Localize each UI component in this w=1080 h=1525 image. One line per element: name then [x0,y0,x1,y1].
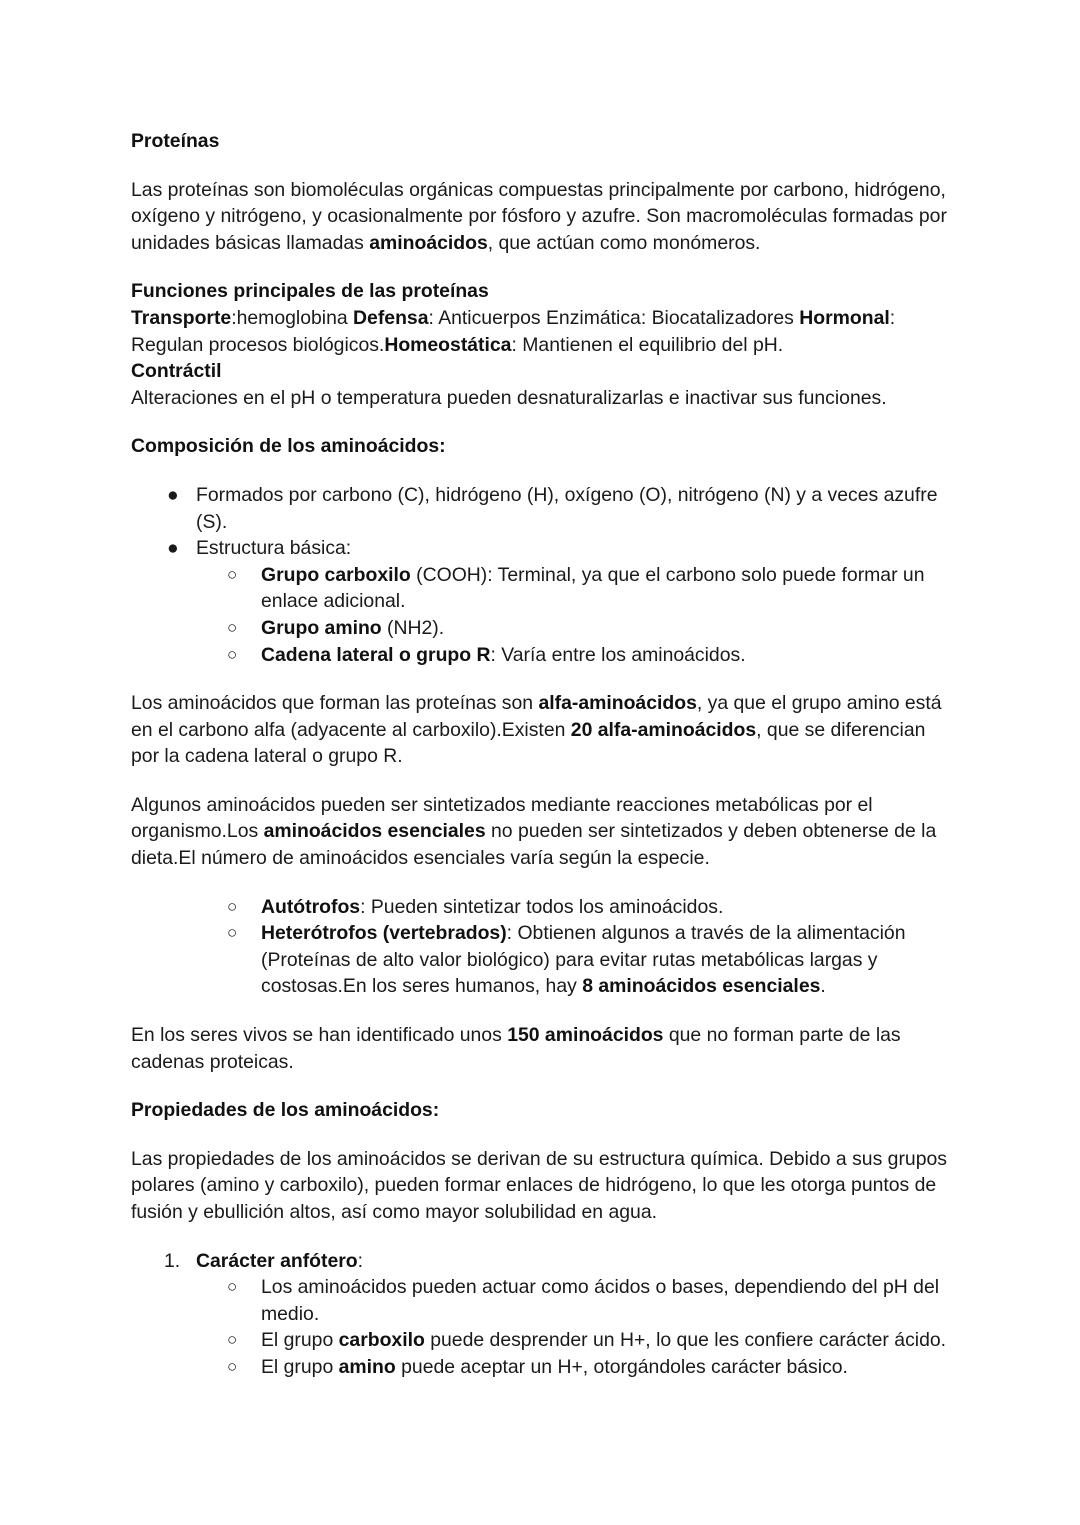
esenciales-paragraph: Algunos aminoácidos pueden ser sintetizados mediante reacciones metabólicas por el organismo.Los aminoácidos esenciales no pueden ser sintetizados y deben obtenerse de la dieta.El número de aminoácidos esenciales varía según la especie. [131,793,937,870]
circle-bullet-icon: ○ [227,1330,238,1350]
circle-bullet-icon: ○ [227,923,238,943]
list-item: ○ Grupo carboxilo (COOH): Terminal, ya que el carbono solo puede formar un enlace adicional. [227,563,925,613]
composicion-heading: Composición de los aminoácidos: [131,435,446,458]
list-number: 1. [164,1249,181,1272]
list-item: ● Formados por carbono (C), hidrógeno (H), oxígeno (O), nitrógeno (N) y a veces azufre (S). [167,483,938,533]
bullet-icon: ● [167,537,179,560]
list-item: ○ Los aminoácidos pueden actuar como ácidos o bases, dependiendo del pH del medio. [227,1276,940,1325]
composicion-list [131,482,951,668]
circle-bullet-icon: ○ [227,617,238,637]
list-item: ○ El grupo amino puede aceptar un H+, otorgándoles carácter básico. [131,1354,951,1381]
propiedades-paragraph: Las propiedades de los aminoácidos se derivan de su estructura química. Debido a sus grupos polares (amino y carboxilo), pueden formar enlaces de hidrógeno, lo que les otorga puntos de fusión y ebullición altos, así como mayor solubilidad en agua. [131,1147,947,1223]
list-item: 1. Carácter anfótero: [131,1248,951,1275]
intro-paragraph: Las proteínas son biomoléculas orgánicas compuestas principalmente por carbono, hidrógeno, oxígeno y nitrógeno, y ocasionalmente por fósforo y azufre. Son macromoléculas formadas por unidades básicas llamadas aminoácidos, que actúan como monómeros. [131,178,947,254]
list-item: ○ Cadena lateral o grupo R: Varía entre los aminoácidos. [131,642,951,669]
propiedades-heading: Propiedades de los aminoácidos: [131,1099,440,1122]
circle-bullet-icon: ○ [227,644,238,664]
funciones-heading: Funciones principales de las proteínas [131,280,489,303]
list-item: ○ Heterótrofos (vertebrados): Obtienen algunos a través de la alimentación (Proteínas de alto valor biológico) para evitar rutas metabólicas largas y costosas.En los seres humanos, hay 8 aminoácidos esenciales. [227,922,906,998]
circle-bullet-icon: ○ [227,896,238,916]
circle-bullet-icon: ○ [227,1277,238,1297]
funciones-section [131,278,951,411]
list-item: ● Estructura básica: [131,535,951,562]
alteraciones-text: Alteraciones en el pH o temperatura pueden desnaturalizarlas e inactivar sus funciones. [131,386,887,409]
contractil-label: Contráctil [131,360,222,383]
alfa-paragraph: Los aminoácidos que forman las proteínas son alfa-aminoácidos, ya que el grupo amino está en el carbono alfa (adyacente al carboxilo).Existen 20 alfa-aminoácidos, que se diferencian por la cadena lateral o grupo R. [131,692,942,768]
list-item: ○ Grupo amino (NH2). [131,615,951,642]
list-item: ○ El grupo carboxilo puede desprender un H+, lo que les confiere carácter ácido. [131,1327,951,1354]
funciones-list: Transporte:hemoglobina Defensa: Anticuerpos Enzimática: Biocatalizadores Hormonal: Regulan procesos biológicos.Homeostática: Mantienen el equilibrio del pH. [131,306,896,356]
esenciales-list [131,894,951,1000]
page-title: Proteínas [131,130,220,152]
list-item: ○ Autótrofos: Pueden sintetizar todos los aminoácidos. [131,894,951,921]
circle-bullet-icon: ○ [227,1356,238,1376]
bullet-icon: ● [167,483,179,506]
circle-bullet-icon: ○ [227,564,238,584]
propiedades-list [131,1248,951,1381]
identificados-paragraph: En los seres vivos se han identificado unos 150 aminoácidos que no forman parte de las cadenas proteicas. [131,1024,901,1073]
document-page [131,128,951,1381]
